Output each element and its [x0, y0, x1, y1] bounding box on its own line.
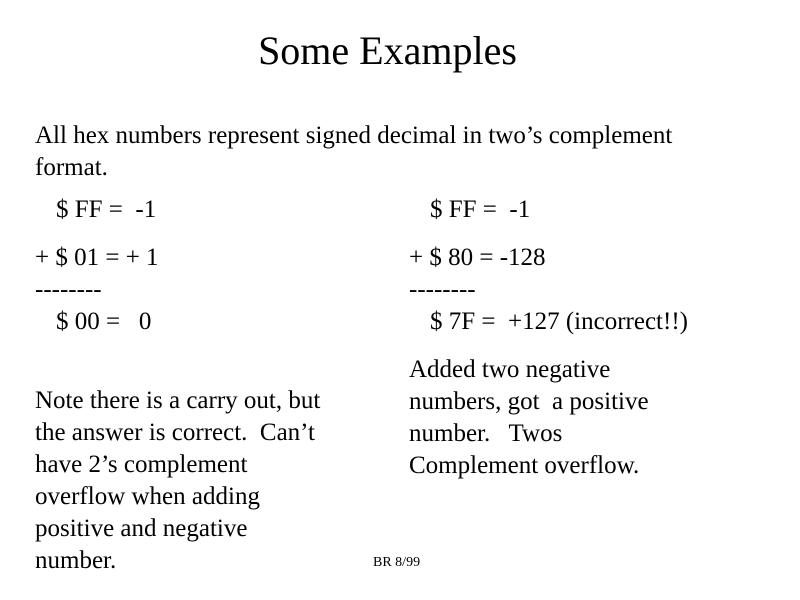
- left-example-divider: --------: [35, 276, 102, 303]
- left-note: Note there is a carry out, but the answer is correct. Can’t have 2’s complement overflow when adding positive and negative number.: [35, 387, 321, 574]
- slide-title: Some Examples: [258, 28, 517, 73]
- right-example-operand-2: + $ 80 = -128: [409, 244, 546, 271]
- intro-line-1: All hex numbers represent signed decimal in two’s complement: [35, 122, 673, 149]
- left-example-result: $ 00 = 0: [56, 308, 152, 335]
- intro-line-2: format.: [35, 154, 108, 181]
- right-note: Added two negative numbers, got a positive number. Twos Complement overflow.: [409, 356, 649, 479]
- right-example-result: $ 7F = +127 (incorrect!!): [430, 308, 688, 335]
- left-example-operand-1: $ FF = -1: [56, 196, 157, 223]
- right-example-operand-1: $ FF = -1: [430, 196, 531, 223]
- footer-label: BR 8/99: [373, 555, 421, 570]
- right-example-divider: --------: [409, 276, 476, 303]
- left-example-operand-2: + $ 01 = + 1: [35, 244, 159, 271]
